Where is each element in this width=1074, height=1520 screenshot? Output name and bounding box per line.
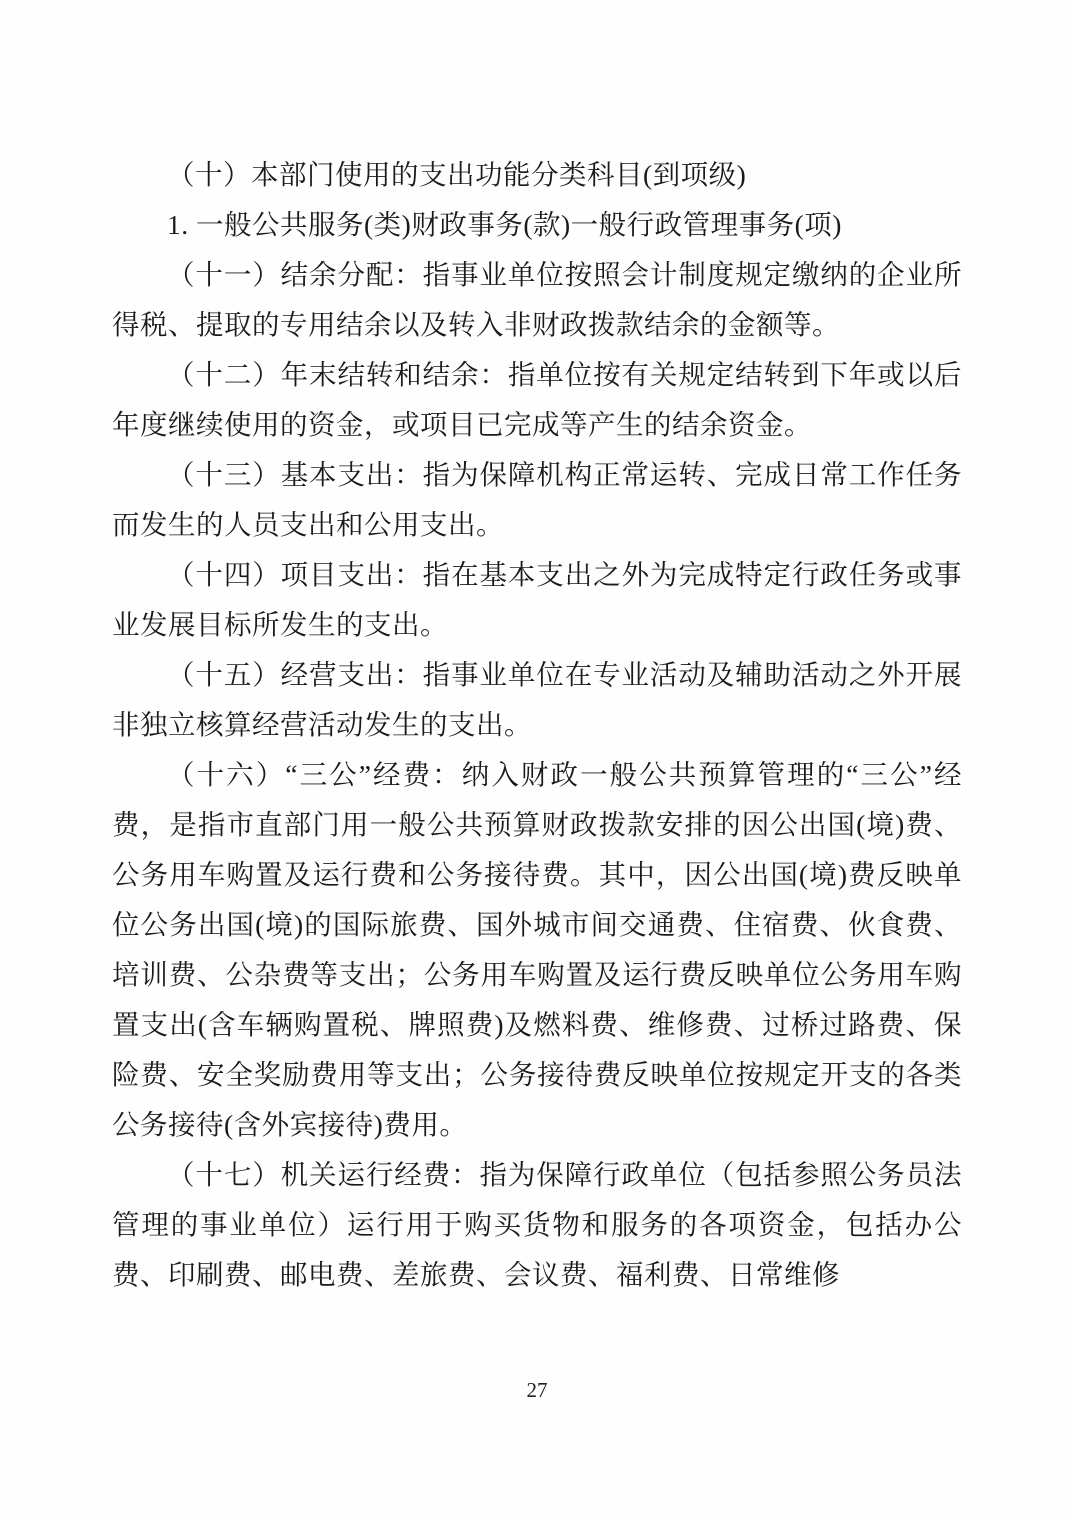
paragraph-item-10-sub-1: 1. 一般公共服务(类)财政事务(款)一般行政管理事务(项) (167, 209, 842, 240)
paragraph-item-12: （十二）年末结转和结余：指单位按有关规定结转到下年或以后年度继续使用的资金，或项目已完成等产生的结余资金。 (112, 359, 962, 440)
paragraph-item-13: （十三）基本支出：指为保障机构正常运转、完成日常工作任务而发生的人员支出和公用支出。 (112, 459, 962, 540)
paragraph-item-17: （十七）机关运行经费：指为保障行政单位（包括参照公务员法管理的事业单位）运行用于购买货物和服务的各项资金，包括办公费、印刷费、邮电费、差旅费、会议费、福利费、日常维修 (112, 1159, 962, 1290)
paragraph-item-11: （十一）结余分配：指事业单位按照会计制度规定缴纳的企业所得税、提取的专用结余以及转入非财政拨款结余的金额等。 (112, 259, 962, 340)
paragraph-item-15: （十五）经营支出：指事业单位在专业活动及辅助活动之外开展非独立核算经营活动发生的支出。 (112, 659, 962, 740)
page-number: 27 (526, 1378, 548, 1402)
paragraph-item-10: （十）本部门使用的支出功能分类科目(到项级) (167, 159, 747, 190)
paragraph-item-14: （十四）项目支出：指在基本支出之外为完成特定行政任务或事业发展目标所发生的支出。 (112, 559, 962, 640)
document-body (112, 150, 962, 1300)
paragraph-item-16: （十六）“三公”经费：纳入财政一般公共预算管理的“三公”经费，是指市直部门用一般公共预算财政拨款安排的因公出国(境)费、公务用车购置及运行费和公务接待费。其中，因公出国(境)费反映单位公务出国(境)的国际旅费、国外城市间交通费、住宿费、伙食费、培训费、公杂费等支出；公务用车购置及运行费反映单位公务用车购置支出(含车辆购置税、牌照费)及燃料费、维修费、过桥过路费、保险费、安全奖励费用等支出；公务接待费反映单位按规定开支的各类公务接待(含外宾接待)费用。 (112, 759, 962, 1140)
